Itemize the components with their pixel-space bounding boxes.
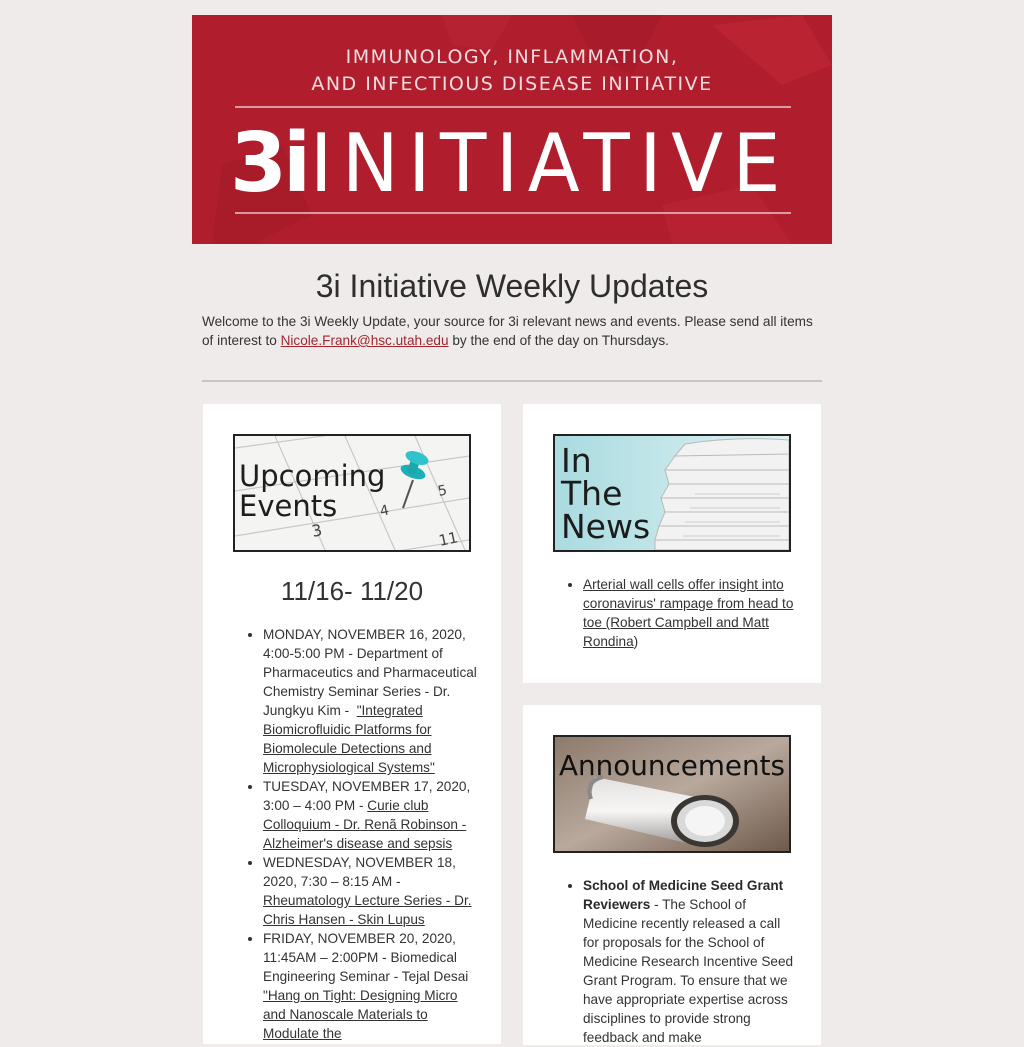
announcements-image — [553, 735, 791, 853]
contact-email-link[interactable]: Nicole.Frank@hsc.utah.edu — [280, 333, 449, 348]
events-list — [243, 625, 478, 1043]
list-item: • MONDAY, NOVEMBER 16, 2020, 4:00-5:00 PM - Department of Pharmaceutics and Pharmaceutical Chemistry Seminar Series - Dr. Jungkyu Kim - "Integrated Biomicrofluidic Platforms for Biomolecule Detections and Microphysiological Systems" — [263, 625, 478, 777]
image-label-in: In — [561, 441, 592, 480]
in-the-news-card — [523, 404, 821, 683]
upcoming-events-image — [233, 434, 471, 552]
banner-logo-mark: 3i — [230, 116, 308, 211]
list-item — [583, 876, 798, 1047]
list-item: • WEDNESDAY, NOVEMBER 18, 2020, 7:30 – 8:15 AM - Rheumatology Lecture Series - Dr. Chris Hansen - Skin Lupus — [263, 853, 478, 929]
list-item: • TUESDAY, NOVEMBER 17, 2020, 3:00 – 4:00 PM - Curie club Colloquium - Dr. Renã Robinson - Alzheimer's disease and sepsis — [263, 777, 478, 853]
image-label-upcoming: Upcoming — [239, 459, 386, 493]
announcement-title: School of Medicine Seed Grant Reviewers — [583, 878, 784, 912]
announcement-text: - The School of Medicine recently released a call for proposals for the School of Medicine Research Incentive Seed Grant Program. To ensure that we have appropriate expertise across disciplines to provide strong feedback and make — [583, 897, 794, 1045]
date-range-heading: 11/16- 11/20 — [280, 576, 424, 606]
intro-text — [202, 312, 824, 350]
intro-before: Welcome to the 3i Weekly Update, your source for 3i relevant news and events. Please send all items of interest to — [202, 314, 813, 348]
calendar-number-3: 3 — [309, 520, 324, 541]
event-link[interactable]: Curie club Colloquium - Dr. Renã Robinson - Alzheimer's disease and sepsis — [263, 798, 467, 851]
section-divider — [202, 380, 822, 382]
list-item: • Arterial wall cells offer insight into coronavirus' rampage from head to toe (Robert Campbell and Matt Rondina) — [583, 575, 798, 651]
event-link[interactable]: "Hang on Tight: Designing Micro and Nanoscale Materials to Modulate the — [263, 988, 458, 1041]
list-item: • FRIDAY, NOVEMBER 20, 2020, 11:45AM – 2:00PM - Biomedical Engineering Seminar - Tejal Desai "Hang on Tight: Designing Micro and Nanoscale Materials to Modulate the — [263, 929, 478, 1043]
image-label-announcements: Announcements — [559, 749, 785, 782]
intro-after: by the end of the day on Thursdays. — [448, 333, 669, 348]
upcoming-events-card — [203, 404, 501, 1044]
page-title: 3i Initiative Weekly Updates — [315, 268, 709, 304]
news-list — [563, 575, 798, 651]
calendar-number-4: 4 — [378, 502, 391, 520]
calendar-number-11: 11 — [437, 528, 460, 550]
image-label-news: News — [561, 507, 651, 546]
event-link[interactable]: Rheumatology Lecture Series - Dr. Chris Hansen - Skin Lupus — [263, 893, 472, 927]
tube-photo-icon — [555, 737, 789, 851]
event-link[interactable]: "Integrated Biomicrofluidic Platforms for Biomolecule Detections and Microphysiological Systems" — [263, 703, 435, 775]
banner-logo-word: INITIATIVE — [310, 117, 790, 210]
calendar-number-5: 5 — [436, 482, 449, 500]
image-label-events: Events — [239, 489, 338, 523]
announcements-list — [563, 876, 798, 1047]
header-banner — [192, 15, 832, 244]
image-label-the: The — [561, 474, 623, 513]
in-the-news-image — [553, 434, 791, 552]
banner-line1: IMMUNOLOGY, INFLAMMATION, — [345, 46, 679, 68]
banner-line2: AND INFECTIOUS DISEASE INITIATIVE — [311, 73, 713, 95]
banner-graphic — [192, 15, 832, 244]
news-link[interactable]: Arterial wall cells offer insight into coronavirus' rampage from head to toe (Robert Campbell and Matt Rondina — [583, 577, 794, 649]
announcements-card — [523, 705, 821, 1045]
calendar-pushpin-icon — [235, 436, 469, 550]
newspaper-stack-icon — [555, 436, 789, 550]
